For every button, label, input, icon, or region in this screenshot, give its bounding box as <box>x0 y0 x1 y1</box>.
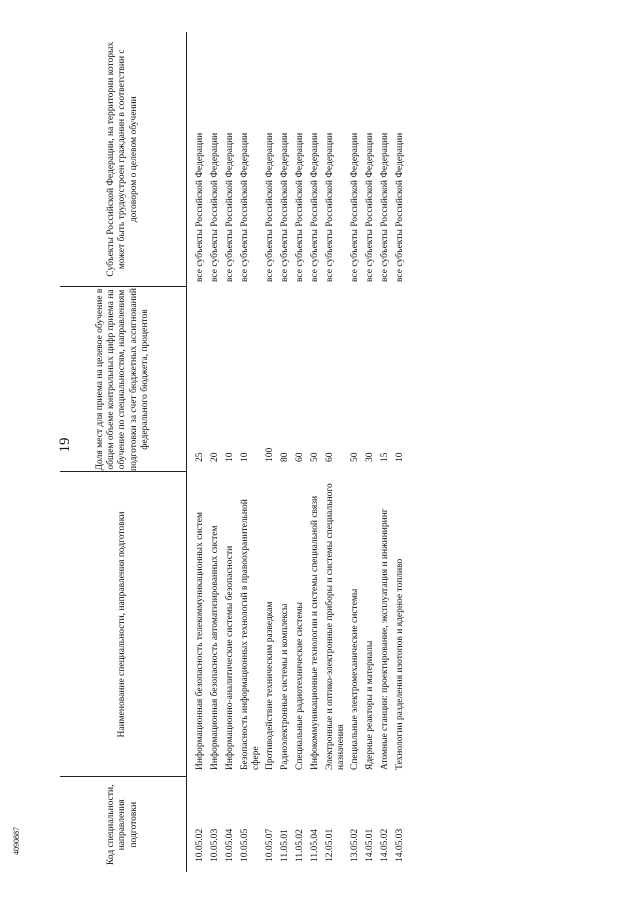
cell-code: 10.05.05 <box>240 828 250 862</box>
cell-name: Информационная безопасность телекоммуникационных систем <box>195 512 205 770</box>
table-row <box>292 32 307 872</box>
cell-subjects: все субъекты Российской Федерации <box>350 132 361 282</box>
cell-share: 50 <box>350 452 361 462</box>
cell-name: Противодействие техническим разведкам <box>265 601 276 770</box>
document-id: 4090887 <box>12 827 21 855</box>
cell-share: 100 <box>265 447 276 462</box>
cell-share: 30 <box>365 452 376 462</box>
header-subjects: Субъекты Российской Федерации, на территории которых может быть трудоустроен гражданин в соответствии с договором о целевом обучении <box>60 32 187 287</box>
cell-code: 11.05.01 <box>280 829 291 862</box>
cell-code: 10.05.03 <box>210 828 220 862</box>
cell-name: Инфокоммуникационные технологии и системы специальной связи <box>310 495 321 770</box>
cell-code: 12.05.01 <box>325 828 336 862</box>
cell-name: Информационная безопасность автоматизированных систем <box>210 525 220 770</box>
cell-subjects: все субъекты Российской Федерации <box>395 132 406 282</box>
table-row <box>347 32 362 872</box>
table-header-row <box>60 32 187 872</box>
table-row <box>307 32 322 872</box>
cell-name: Специальные электромеханические системы <box>350 588 361 770</box>
cell-subjects: все субъекты Российской Федерации <box>265 132 276 282</box>
table-row <box>207 32 222 872</box>
cell-subjects: все субъекты Российской Федерации <box>310 132 321 282</box>
cell-name: Информационно-аналитические системы безопасности <box>225 545 235 770</box>
specialties-table <box>60 32 407 872</box>
cell-subjects: все субъекты Российской Федерации <box>365 132 376 282</box>
cell-subjects: все субъекты Российской Федерации <box>325 132 336 282</box>
cell-share: 10 <box>225 452 235 462</box>
cell-share: 50 <box>310 452 321 462</box>
table-row <box>187 32 208 872</box>
table-row <box>392 32 407 872</box>
cell-subjects: все субъекты Российской Федерации <box>295 132 306 282</box>
cell-share: 60 <box>295 452 306 462</box>
table-row <box>262 32 277 872</box>
cell-subjects: все субъекты Российской Федерации <box>380 132 391 282</box>
table-row <box>222 32 237 872</box>
cell-code: 14.05.02 <box>380 828 391 862</box>
cell-subjects: все субъекты Российской Федерации <box>225 132 235 282</box>
cell-code: 11.05.04 <box>310 829 321 862</box>
cell-subjects: все субъекты Российской Федерации <box>195 132 205 282</box>
cell-share: 10 <box>240 452 250 462</box>
cell-share: 20 <box>210 452 220 462</box>
cell-code: 14.05.03 <box>395 828 406 862</box>
cell-share: 60 <box>325 452 336 462</box>
table-container <box>60 32 597 872</box>
cell-code: 11.05.02 <box>295 829 306 862</box>
table-row <box>237 32 262 872</box>
cell-subjects: все субъекты Российской Федерации <box>210 132 220 282</box>
header-share: Доля мест для приема на целевое обучение в общем объеме контрольных цифр приема на обучение по специальностям, направлениям подготовки за счет бюджетных ассигнований федерального бюджета, процентов <box>60 287 187 472</box>
cell-name: Специальные радиотехнические системы <box>295 602 306 770</box>
cell-code: 14.05.01 <box>365 828 376 862</box>
header-code: Код специальности, направления подготовки <box>60 777 187 872</box>
cell-share: 15 <box>380 452 391 462</box>
cell-name: Ядерные реакторы и материалы <box>365 640 376 770</box>
table-row <box>322 32 347 872</box>
cell-share: 10 <box>395 452 406 462</box>
cell-code: 13.05.02 <box>350 828 361 862</box>
cell-code: 10.05.07 <box>265 828 276 862</box>
cell-name: Электронные и оптико-электронные приборы и системы специального назначения <box>325 483 347 770</box>
cell-share: 25 <box>195 452 205 462</box>
page-number: 19 <box>57 437 73 453</box>
cell-subjects: все субъекты Российской Федерации <box>280 132 291 282</box>
table-row <box>362 32 377 872</box>
cell-name: Безопасность информационных технологий в правоохранительной сфере <box>240 499 262 770</box>
cell-name: Радиоэлектронные системы и комплексы <box>280 603 291 770</box>
cell-code: 10.05.04 <box>225 828 235 862</box>
header-name: Наименование специальности, направления подготовки <box>60 472 187 777</box>
cell-code: 10.05.02 <box>195 828 205 862</box>
cell-name: Атомные станции: проектирование, эксплуатация и инжиниринг <box>380 508 391 770</box>
table-row <box>377 32 392 872</box>
cell-name: Технологии разделения изотопов и ядерное топливо <box>395 558 406 770</box>
cell-share: 80 <box>280 452 291 462</box>
table-row <box>277 32 292 872</box>
rotated-table-frame <box>60 32 597 872</box>
cell-subjects: все субъекты Российской Федерации <box>240 132 250 282</box>
